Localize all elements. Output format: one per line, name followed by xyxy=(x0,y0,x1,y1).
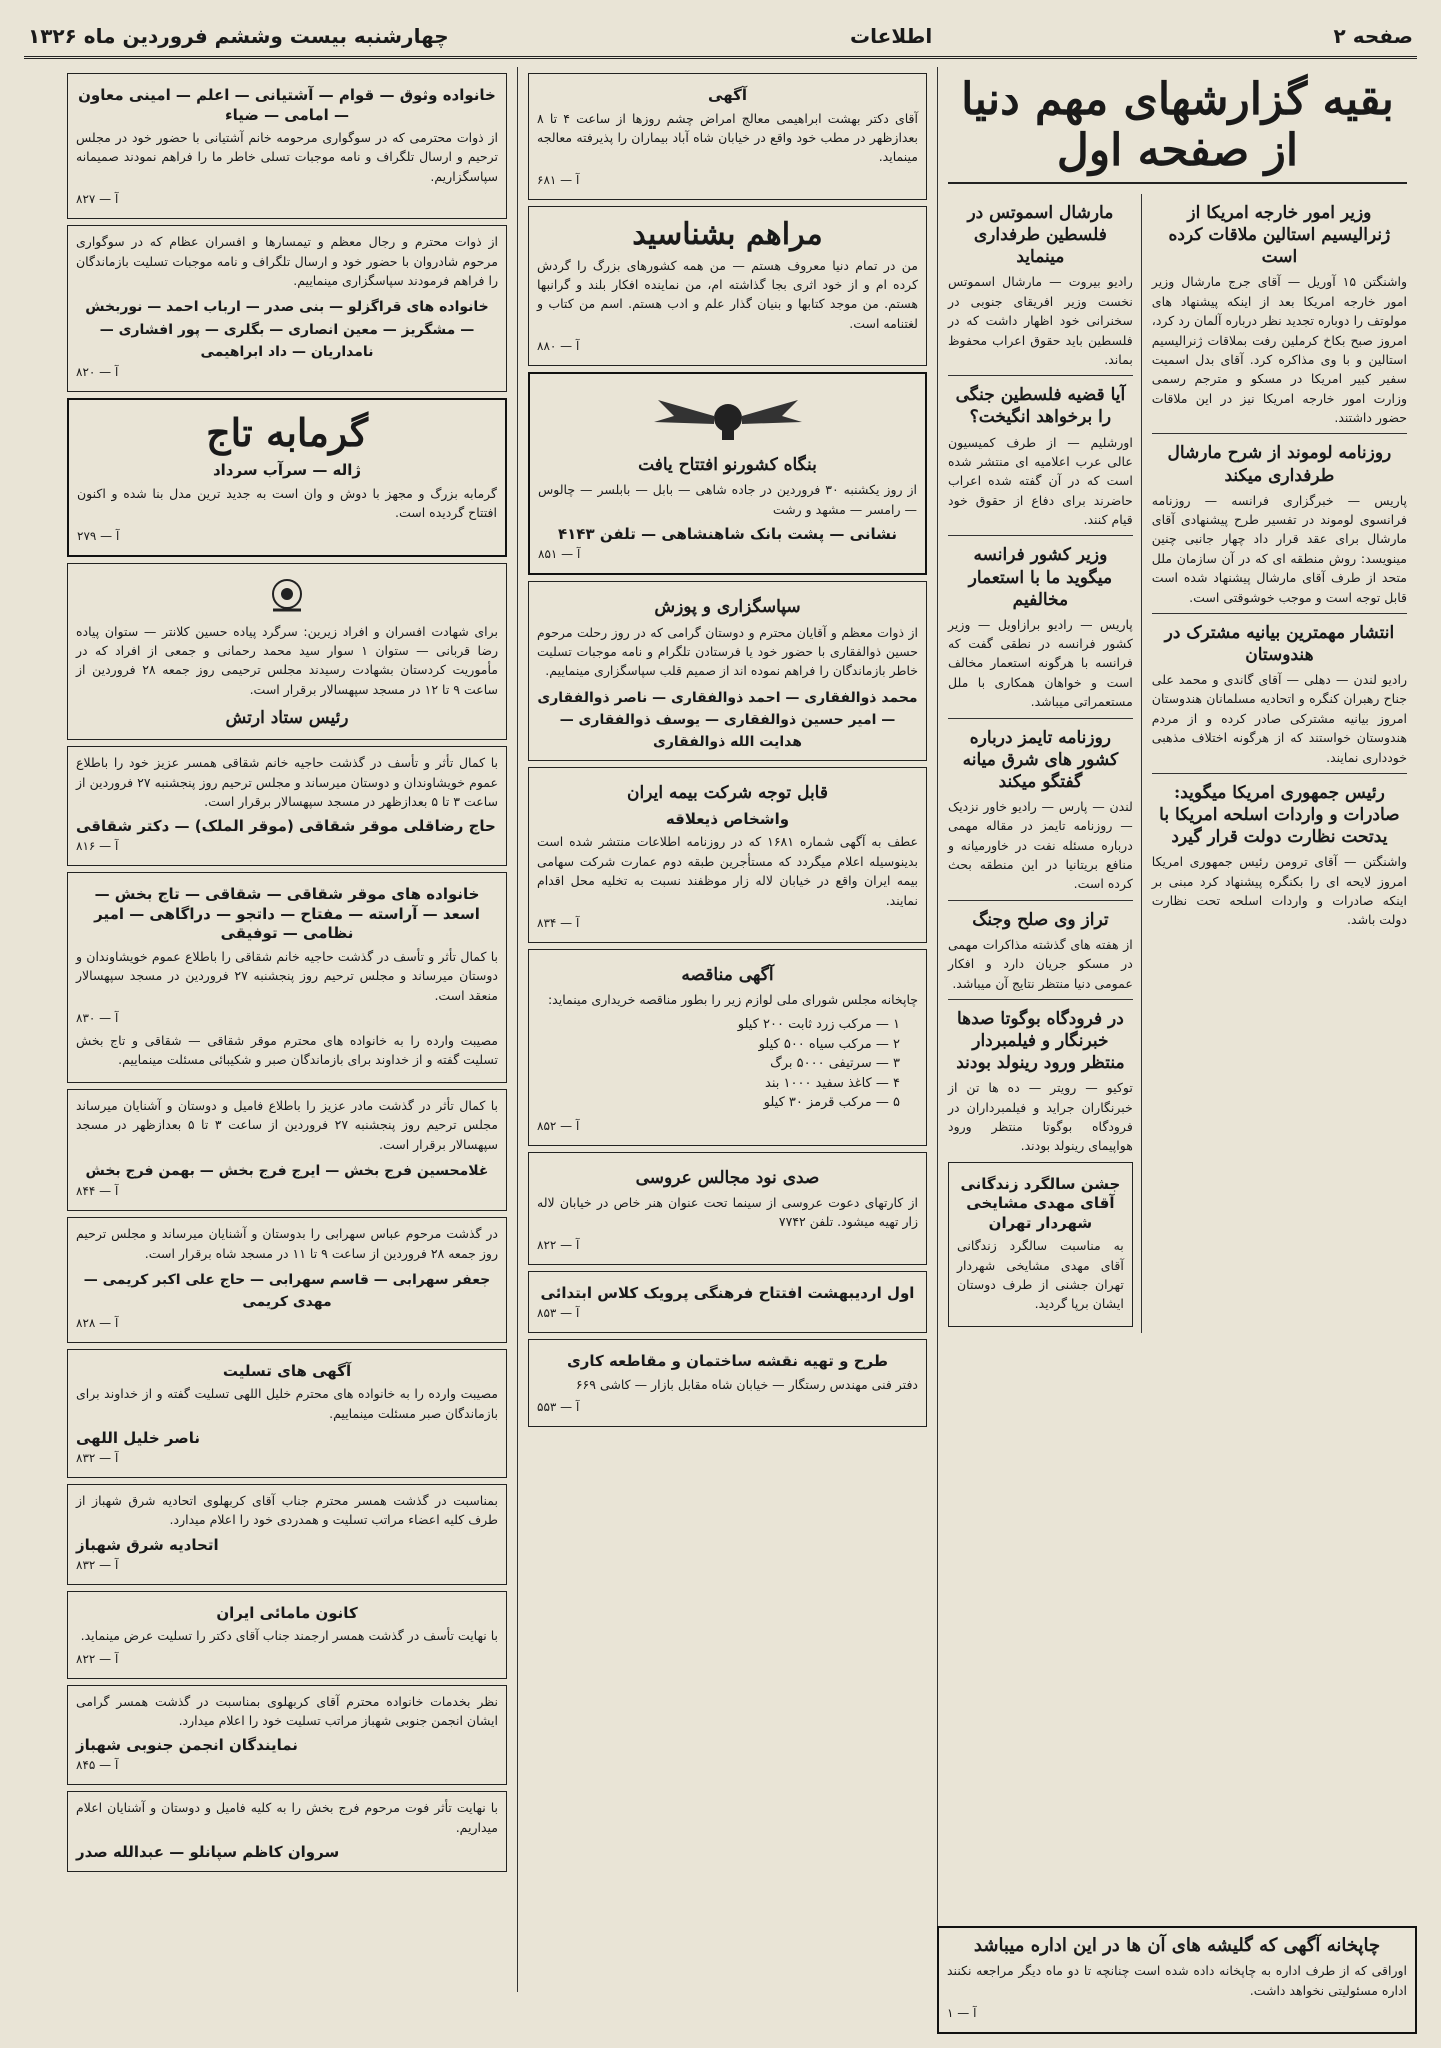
shaghaghi-notice xyxy=(67,746,507,866)
ad-body: از ذوات معظم و آقایان محترم و دوستان گرامی که در روز رحلت مرحوم حسین ذوالفقاری با حضور خود یا فرستادن تلگرام و نامه موجبات تسلیت خاطر بازماندگان را فراهم نموده اند از صمیم قلب سپاسگزاری مینماییم. xyxy=(537,624,918,679)
notice-body: با نهایت تأثر فوت مرحوم فرج بخش را به کلیه فامیل و دوستان و آشنایان اعلام میداریم. xyxy=(76,1800,498,1835)
notice-names: خانواده های قراگزلو — بنی صدر — ارباب احمد — نوربخش — مشگریز — معین انصاری — بگلری — پور افشاری — نامداریان — داد ابراهیمی xyxy=(85,299,489,361)
sohrabi-notice xyxy=(67,1217,507,1343)
ad-reference: آ — ۵۵۳ xyxy=(537,1400,580,1415)
south-notice xyxy=(67,1685,507,1786)
ad-body: چاپخانه مجلس شورای ملی لوازم زیر را بطور مناقصه خریداری مینماید: xyxy=(547,992,918,1008)
tender-items xyxy=(537,1015,900,1113)
ad-reference: آ — ۸۲۲ xyxy=(537,1237,580,1252)
notice-body: مصیبت وارده را به خانواده های محترم موقر شقاقی — شقاقی و تاج بخش تسلیت گفته و از خداوند برای بازماندگان صبر و شکیبائی مسئلت مینماییم. xyxy=(76,1033,498,1068)
ad-body: از کارتهای دعوت عروسی از سینما تحت عنوان هنر خاص در خیابان لاله زار تهیه میشود. تلفن ۷۷۴۲ xyxy=(537,1195,918,1230)
ad-reference: آ — ۸۲۲ xyxy=(76,1651,119,1666)
divider xyxy=(948,999,1133,1000)
notice-signature: سروان کاظم سپانلو — عبدالله صدر xyxy=(76,1843,340,1862)
ad-subtitle: ژاله — سرآب سرداد xyxy=(212,461,362,480)
ad-reference: آ — ۸۵۲ xyxy=(537,1118,580,1133)
article-body: لندن — پارس — رادیو خاور نزدیک — روزنامه تایمز در مقاله مهمی درباره مسئله نفت در خاورمیانه و منافع بریتانیا در این منطقه بحث کرده است. xyxy=(948,798,1133,892)
ad-title: گرمابه تاج xyxy=(206,410,368,456)
thanks-ad xyxy=(528,581,927,760)
notice-signature: ناصر خلیل اللهی xyxy=(76,1429,200,1448)
condolences-column xyxy=(57,67,517,1992)
union-notice xyxy=(67,1484,507,1585)
notice-body: برای شهادت افسران و افراد زیرین: سرگرد پیاده حسین کلانتر — ستوان پیاده رضا قربانی — ستوان ۱ سوار سید محمد رحمانی و جمعی از افراد که در مأموریت کردستان بشهادت رسیدند مجلس ترحیمی روز جمعه ۲۸ فروردین از ساعت ۹ تا ۱۲ در مسجد سپهسالار برقرار است. xyxy=(76,623,498,697)
ads-column xyxy=(517,67,937,1992)
article-body: رادیو لندن — دهلی — آقای گاندی و محمد علی جناح رهبران کنگره و اتحادیه مسلمانان هندوستان امروز بیانیه مشترکی صادر کرده و از مردم هندوستان خواستند که از هرگونه اختلاف مذهبی خودداری نمایند. xyxy=(1151,672,1407,765)
kanoon-notice xyxy=(67,1591,507,1679)
list-item: ۴ — کاغذ سفید ۱۰۰۰ بند xyxy=(765,1075,900,1091)
article-title: وزیر کشور فرانسه میگوید ما با استعمار مخالفیم xyxy=(968,545,1113,610)
tender-ad xyxy=(528,949,927,1146)
condolence-notice xyxy=(67,1349,507,1478)
main-headline: بقیه گزارشهای مهم دنیا از صفحه اول xyxy=(948,75,1407,184)
issue-date: چهارشنبه بیست وششم فروردین ماه ۱۳۲۶ xyxy=(28,24,449,48)
notice-body: از ذوات محترمی که در سوگواری مرحومه خانم آشتیانی با حضور خود در مجلس ترحیم و ارسال تلگراف و نامه موجبات تسلی خاطر ما را فراهم نمودند صمیمانه سپاسگزاریم. xyxy=(76,130,498,184)
notice-title: خانواده وثوق — قوام — آشتیانی — اعلم — امینی معاون — امامی — ضیاء xyxy=(78,86,496,124)
article-title: آیا قضیه فلسطین جنگی را برخواهد انگیخت؟ xyxy=(955,385,1126,428)
divider xyxy=(948,718,1133,719)
winged-emblem xyxy=(538,386,917,446)
notice-body: در گذشت مرحوم عباس سهرابی را بدوستان و آشنایان میرساند و مجلس ترحیم روز جمعه ۲۸ فروردین از ساعت ۹ تا ۱۱ در مسجد شاه برقرار است. xyxy=(76,1226,498,1261)
article-title: وزیر امور خارجه امریکا از ژنرالیسیم استالین ملاقات کرده است xyxy=(1168,203,1391,268)
ad-title: قابل توجه شرکت بیمه ایران xyxy=(627,782,828,803)
ad-body: دفتر فنی مهندس رستگار — خیابان شاه مقابل بازار — کاشی ۶۶۹ xyxy=(575,1376,918,1392)
ad-title: مراهم بشناسید xyxy=(632,216,823,252)
article-body: پاریس — رادیو برازاویل — وزیر کشور فرانسه در نطقی گفت که فرانسه با هرگونه استعمار مخالف است و خواهان همکاری با ملل مستعمراتی میباشد. xyxy=(948,616,1133,710)
printing-notice xyxy=(937,1926,1417,2034)
class-ad xyxy=(528,1271,927,1334)
list-item: ۵ — مرکب قرمز ۳۰ کیلو xyxy=(763,1095,900,1111)
page-number: صفحه ۲ xyxy=(1333,24,1413,48)
divider xyxy=(948,900,1133,901)
notice-signature: حاج رضاقلی موقر شقاقی (موقر الملک) — دکتر شقاقی xyxy=(76,817,496,836)
columns xyxy=(24,67,1417,1992)
divider xyxy=(948,535,1133,536)
ad-address: نشانی — پشت بانک شاهنشاهی — تلفن ۴۱۴۳ xyxy=(558,524,897,543)
list-item: ۲ — مرکب سیاه ۵۰۰ کیلو xyxy=(758,1036,900,1052)
notice-title: کانون مامائی ایران xyxy=(216,1603,358,1622)
ad-subtitle: واشخاص ذیعلاقه xyxy=(665,809,790,828)
ad-body: گرمابه بزرگ و مجهز با دوش و وان است به جدید ترین مدل بنا شده و اکنون افتتاح گردیده است. xyxy=(77,485,497,521)
notice-body: مصیبت وارده را به خانواده های محترم خلیل اللهی تسلیت گفته و از خداوند برای بازماندگان صبر مسئلت مینماییم. xyxy=(76,1386,498,1421)
list-item: ۳ — سرتیفی ۵۰۰۰ برگ xyxy=(770,1056,900,1072)
ad-reference: آ — ۸۴۵ xyxy=(76,1758,119,1773)
divider xyxy=(948,375,1133,376)
ad-reference: آ — ۸۲۷ xyxy=(76,192,119,207)
wedding-ad xyxy=(528,1152,927,1265)
notice-body: نظر بخدمات خانواده محترم آقای کربهلوی بمناسبت در گذشت همسر گرامی ایشان انجمن جنوبی شهباز مراتب تسلیت خود را اعلام میدارد. xyxy=(76,1693,498,1729)
article-title: جشن سالگرد زندگانی آقای مهدی مشایخی شهردار تهران xyxy=(960,1174,1121,1232)
ad-body: من در تمام دنیا معروف هستم — من همه کشورهای بزرگ را گردش کرده ام و از خود اثری بجا گذاشته ام، من نماینده افکار بلند و گرانبها هستم. من موجد کتابها و بنیان گذار علم و ادب هستم. اسم من کتاب و لغتنامه است. xyxy=(537,257,918,331)
notice-body: از ذوات محترم و رجال معظم و تیمسارها و افسران عظام که در سوگواری مرحوم شادروان با حضور خود و ارسال تلگراف و نامه موجبات تسلیت بازماندگان را فراهم فرمودند سپاسگزاری مینماییم. xyxy=(76,234,498,288)
notice-body: با نهایت تأسف در گذشت همسر ارجمند جناب آقای دکتر را تسلیت عرض مینماید. xyxy=(80,1628,498,1644)
divider xyxy=(1152,773,1407,774)
ad-reference: آ — ۶۸۱ xyxy=(537,172,580,187)
world-news-right xyxy=(1152,194,1407,1333)
notice-body: با کمال تأثر و تأسف در گذشت حاجیه خانم شقاقی را باطلاع عموم خویشاوندان و دوستان میرساند و مجلس ترحیم روز پنجشنبه ۲۷ فروردین در مسجد سپهسالار منعقد است. xyxy=(76,948,498,1003)
ad-reference: آ — ۸۲۸ xyxy=(76,1315,119,1330)
family-notice xyxy=(67,225,507,392)
article-body: از هفته های گذشته مذاکرات مهمی در مسکو جریان دارد و افکار عمومی دنیا منتظر نتایج آن میباشد. xyxy=(948,936,1133,991)
army-notice xyxy=(67,563,507,741)
article-title: روزنامه لوموند از شرح مارشال طرفداری میکند xyxy=(1167,443,1392,486)
farajbakhsh-notice xyxy=(67,1089,507,1212)
design-ad xyxy=(528,1339,927,1427)
families-notice xyxy=(67,872,507,1082)
article-title: روزنامه تایمز درباره کشور های شرق میانه گفتگو میکند xyxy=(962,727,1119,792)
doctor-notice xyxy=(528,73,927,200)
ad-reference: آ — ۸۳۲ xyxy=(76,1557,119,1572)
article-body: به مناسبت سالگرد زندگانی آقای مهدی مشایخی شهردار تهران جشنی از طرف دوستان ایشان برپا گردید. xyxy=(957,1238,1124,1312)
ad-reference: آ — ۸۳۲ xyxy=(76,1451,119,1466)
article-body: واشنگتن — آقای ترومن رئیس جمهوری امریکا امروز لایحه ای را بکنگره پیشنهاد کرد مبنی بر اینکه صادرات و واردات اسلحه تحت نظارت دولت باشد. xyxy=(1151,854,1407,928)
ad-reference: آ — ۸۸۰ xyxy=(537,339,580,354)
world-news-column xyxy=(937,67,1417,1992)
ad-reference: آ — ۸۱۶ xyxy=(76,839,119,854)
ad-title: سپاسگزاری و پوزش xyxy=(654,597,801,618)
article-title: مارشال اسموتس در فلسطین طرفداری مینماید xyxy=(967,203,1114,268)
notice-title: آگهی xyxy=(708,86,747,104)
ad-title: طرح و تهیه نقشه ساختمان و مقاطعه کاری xyxy=(567,1352,888,1371)
world-news-subcolumns xyxy=(948,194,1407,1333)
ad-body: عطف به آگهی شماره ۱۶۸۱ که در روزنامه اطلاعات منتشر شده است بدینوسیله اعلام میگردد که مستأجرین طبقه دوم عمارت شرکت سهامی بیمه ایران واقع در خیابان لاله زار موظفند نسبت به تخلیه محل اقدام نمایند. xyxy=(537,834,918,908)
army-emblem xyxy=(76,576,498,616)
divider xyxy=(1152,433,1407,434)
notice-title: خانواده های موقر شقاقی — شقاقی — تاج بخش — اسعد — آراسته — مفتاح — داتجو — دراگاهی — امیر نظامی — توفیقی xyxy=(94,885,480,943)
article-title: انتشار مهمترین بیانیه مشترک در هندوستان xyxy=(1164,622,1395,665)
article-body: اورشلیم — از طرف کمیسیون عالی عرب اعلامیه ای منتشر شده است که در آن گفته شده اعراب حاضرند برای دفاع از حقوق خود قیام کنند. xyxy=(948,434,1133,528)
last-notice xyxy=(67,1791,507,1872)
ad-reference: آ — ۸۵۳ xyxy=(537,1306,580,1321)
article-body: واشنگتن ۱۵ آوریل — آقای جرج مارشال وزیر امور خارجه امریکا بعد از اینکه پیشنهاد های مولوتف را دوباره تجدید نظر درباره آلمان رد کرد، امروز صبح بکاخ کرملین رفت بملاقات ژنرالیسیم استالین و با وی مذاکره کرد. آقای بدل اسمیت سفیر کبیر امریکا در مسکو و مترجم رسمی وزارت امور خارجه امریکا نیز در این ملاقات حضور داشتند. xyxy=(1151,274,1408,426)
insurance-ad xyxy=(528,767,927,943)
notice-body: آقای دکتر بهشت ابراهیمی معالج امراض چشم روزها از ساعت ۴ تا ۸ بعدازظهر در مطب خود واقع در خیابان شاه آباد بیماران را پذیرفته معالجه مینماید. xyxy=(537,110,918,165)
notice-body: با کمال تأثر و تأسف در گذشت حاجیه خانم شقاقی همسر عزیز خود را باطلاع عموم خویشاوندان و دوستان میرساند و مجلس ترحیم روز پنجشنبه ۲۷ فروردین از ساعت ۳ تا ۵ بعدازظهر در مسجد سپهسالار برقرار است. xyxy=(76,755,498,810)
ad-title: صدی نود مجالس عروسی xyxy=(635,1167,820,1188)
article-title: تراز وی صلح وجنگ xyxy=(972,909,1109,930)
lion-sun-emblem-icon xyxy=(265,576,309,616)
article-body: پاریس — خبرگزاری فرانسه — روزنامه فرانسوی لوموند در تفسیر طرح پیشنهادی آقای مارشال برای عقد قرار داد چهار جانبی چنین مینویسد: روش منطقه ای که در آن سازمان ملل متحد از طرف آقای مارشال پیشنهاد شده است قابل توجه است و موجب خوشوقتی است. xyxy=(1151,492,1407,605)
article-body: رادیو بیروت — مارشال اسموتس نخست وزیر افریقای جنوبی در سخنرانی خود اظهار داشت که در فلسطین باید حقوق اعراب محفوظ بماند. xyxy=(948,274,1133,367)
ad-names: محمد ذوالفقاری — احمد ذوالفقاری — ناصر ذوالفقاری — امیر حسین ذوالفقاری — یوسف ذوالفقاری — هدایت الله ذوالفقاری xyxy=(537,689,918,751)
bath-ad xyxy=(67,398,507,556)
ad-reference: آ — ۸۴۴ xyxy=(76,1184,119,1199)
notice-body: با کمال تأثر در گذشت مادر عزیز را باطلاع فامیل و دوستان و آشنایان میرساند مجلس ترحیم روز پنجشنبه ۲۷ فروردین از ساعت ۳ تا ۵ بعدازظهر در مسجد سپهسالار برقرار است. xyxy=(76,1097,498,1152)
notice-signature: رئیس ستاد ارتش xyxy=(225,708,349,729)
notice-title: آگهی های تسلیت xyxy=(222,1361,352,1380)
ad-reference: آ — ۸۳۴ xyxy=(537,915,580,930)
article-body: توکیو — رویتر — ده ها تن از خبرنگاران جراید و فیلمبرداران در فرودگاه بوگوتا منتظر ورود هواپیمای رینولد بودند. xyxy=(948,1080,1133,1154)
notice-signature: نمایندگان انجمن جنوبی شهباز xyxy=(76,1736,298,1755)
transport-ad xyxy=(528,372,927,575)
family-notice xyxy=(67,73,507,219)
divider xyxy=(1152,613,1407,614)
list-item: ۱ — مرکب زرد ثابت ۲۰۰ کیلو xyxy=(737,1017,900,1033)
ad-reference: آ — ۸۳۰ xyxy=(76,1011,119,1026)
celebration-box xyxy=(948,1162,1133,1327)
notice-title: چاپخانه آگهی که گلیشه های آن ها در این اداره میباشد xyxy=(973,1934,1381,1956)
article-title: رئیس جمهوری امریکا میگوید: صادرات و واردات اسلحه امریکا با یدتحت نظارت دولت قرار گیرد xyxy=(1159,782,1400,848)
notice-names: غلامحسین فرج بخش — ایرج فرج بخش — بهمن فرج بخش xyxy=(85,1162,489,1179)
ad-reference: آ — ۸۲۰ xyxy=(76,365,119,380)
winged-emblem-icon xyxy=(648,386,808,446)
ad-title: بنگاه کشورنو افتتاح یافت xyxy=(638,455,817,476)
ad-title: آگهی مناقصه xyxy=(681,964,774,985)
paper-name: اطلاعات xyxy=(850,24,933,48)
notice-body: بمناسبت در گذشت همسر محترم جناب آقای کربهلوی اتحادیه شرق شهباز از طرف کلیه اعضاء مراتب تسلیت و همدردی خود را اعلام میدارد. xyxy=(76,1493,498,1528)
ad-title: اول اردیبهشت افتتاح فرهنگی پرویک کلاس ابتدائی xyxy=(540,1283,915,1302)
notice-signature: اتحادیه شرق شهباز xyxy=(76,1535,219,1554)
world-news-left xyxy=(948,194,1142,1333)
ad-reference: آ — ۸۵۱ xyxy=(538,547,581,562)
notice-body: اوراقی که از طرف اداره به چاپخانه داده شده است چنانچه تا دو ماه دیگر مراجعه نکنند اداره مسئولیتی نخواهد داشت. xyxy=(947,1963,1407,1998)
masthead xyxy=(24,18,1417,59)
ad-reference: آ — ۱ xyxy=(947,2006,977,2020)
ad-reference: آ — ۲۷۹ xyxy=(77,528,120,543)
recognize-ad xyxy=(528,206,927,367)
article-title: در فرودگاه بوگوتا صدها خبرنگار و فیلمبردار منتظر ورود رینولد بودند xyxy=(956,1008,1125,1074)
ad-body: از روز یکشنبه ۳۰ فروردین در جاده شاهی — بابل — بابلسر — چالوس — رامسر — مشهد و رشت xyxy=(538,482,917,517)
notice-names: جعفر سهرابی — قاسم سهرابی — حاج علی اکبر کریمی — مهدی کریمی xyxy=(83,1272,491,1311)
